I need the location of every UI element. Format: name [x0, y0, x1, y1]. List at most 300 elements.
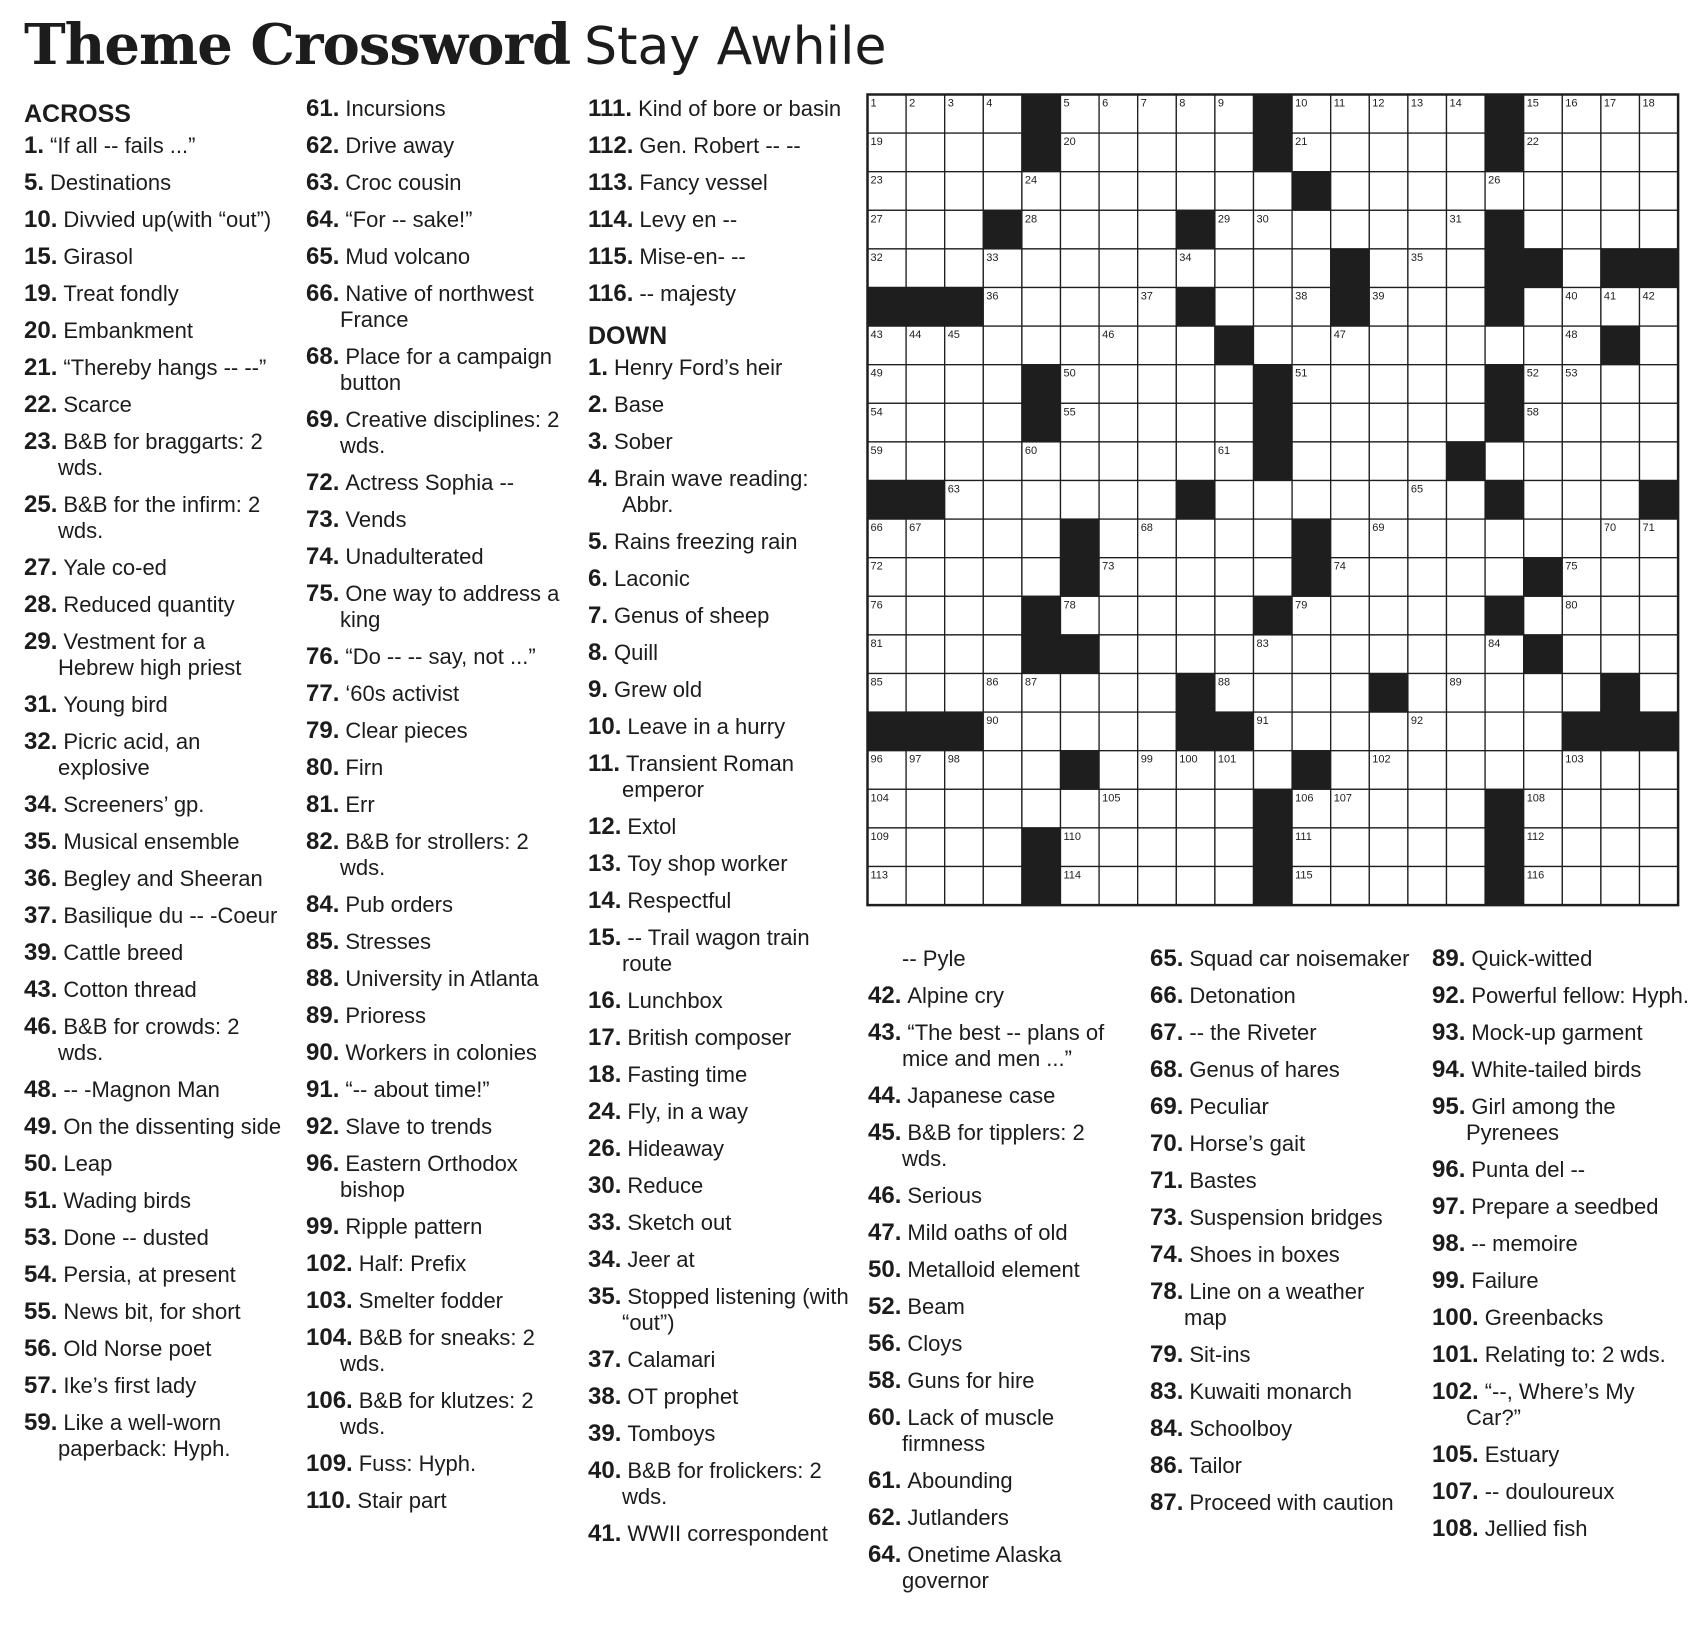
grid-cell[interactable]: [1215, 249, 1254, 288]
grid-cell[interactable]: [1447, 751, 1486, 790]
grid-cell[interactable]: [983, 828, 1022, 867]
grid-cell[interactable]: [1061, 712, 1100, 751]
grid-cell[interactable]: [1640, 751, 1679, 790]
grid-cell[interactable]: [1331, 635, 1370, 674]
grid-cell[interactable]: [1292, 442, 1331, 481]
grid-cell[interactable]: [1331, 481, 1370, 520]
grid-cell[interactable]: [1524, 712, 1563, 751]
grid-cell[interactable]: [1485, 712, 1524, 751]
grid-cell[interactable]: [1369, 596, 1408, 635]
grid-cell[interactable]: [1640, 789, 1679, 828]
grid-cell[interactable]: [1447, 326, 1486, 365]
grid-cell[interactable]: [1099, 172, 1138, 211]
grid-cell[interactable]: [1369, 133, 1408, 172]
grid-cell[interactable]: [1524, 288, 1563, 327]
grid-cell[interactable]: [1408, 751, 1447, 790]
grid-cell[interactable]: [1215, 172, 1254, 211]
grid-cell[interactable]: [1447, 403, 1486, 442]
clue-number: 64.: [868, 1541, 902, 1568]
grid-cell[interactable]: [1447, 172, 1486, 211]
grid-cell[interactable]: [1369, 172, 1408, 211]
grid-cell[interactable]: [1254, 288, 1293, 327]
grid-cell[interactable]: [1022, 249, 1061, 288]
grid-cell[interactable]: [1138, 133, 1177, 172]
grid-cell[interactable]: [1138, 210, 1177, 249]
grid-cell[interactable]: [1485, 442, 1524, 481]
cell-number: 85: [870, 676, 883, 689]
grid-cell[interactable]: [1331, 442, 1370, 481]
grid-cell[interactable]: [1292, 210, 1331, 249]
clue-text: Vestment for a Hebrew high priest: [58, 629, 242, 680]
grid-cell[interactable]: [945, 828, 984, 867]
grid-cell[interactable]: [1485, 751, 1524, 790]
grid-cell[interactable]: [1254, 481, 1293, 520]
grid-cell[interactable]: [983, 519, 1022, 558]
grid-cell[interactable]: [906, 172, 945, 211]
grid-cell[interactable]: [1331, 403, 1370, 442]
grid-cell[interactable]: [1215, 133, 1254, 172]
grid-cell[interactable]: [1176, 326, 1215, 365]
grid-cell[interactable]: [906, 249, 945, 288]
grid-cell[interactable]: [1099, 133, 1138, 172]
clue-number: 80.: [306, 754, 340, 781]
grid-cell[interactable]: [945, 519, 984, 558]
grid-cell[interactable]: [1369, 558, 1408, 597]
grid-cell[interactable]: [1138, 828, 1177, 867]
grid-cell[interactable]: [1254, 674, 1293, 713]
grid-cell[interactable]: [1254, 326, 1293, 365]
cell-number: 37: [1140, 290, 1153, 303]
grid-cell[interactable]: [1138, 867, 1177, 906]
grid-cell[interactable]: [983, 481, 1022, 520]
grid-cell[interactable]: [1331, 828, 1370, 867]
grid-cell[interactable]: [1485, 519, 1524, 558]
clue: [588, 392, 850, 418]
grid-cell[interactable]: [1138, 403, 1177, 442]
grid-cell[interactable]: [1408, 326, 1447, 365]
grid-cell[interactable]: [1408, 828, 1447, 867]
grid-cell[interactable]: [1061, 326, 1100, 365]
grid-cell[interactable]: [1562, 133, 1601, 172]
grid-cell[interactable]: [1601, 442, 1640, 481]
clue: [1150, 1416, 1412, 1442]
grid-cell[interactable]: [1099, 867, 1138, 906]
grid-cell[interactable]: [1601, 210, 1640, 249]
grid-cell[interactable]: [1369, 481, 1408, 520]
grid-cell[interactable]: [1369, 326, 1408, 365]
grid-cell[interactable]: [1640, 867, 1679, 906]
grid-cell[interactable]: [1562, 789, 1601, 828]
grid-cell[interactable]: [1601, 751, 1640, 790]
grid-cell[interactable]: [1138, 558, 1177, 597]
grid-cell[interactable]: [1562, 481, 1601, 520]
grid-cell[interactable]: [1562, 172, 1601, 211]
grid-cell[interactable]: [1022, 288, 1061, 327]
grid-cell[interactable]: [1601, 365, 1640, 404]
grid-cell[interactable]: [1331, 519, 1370, 558]
grid-cell[interactable]: [1408, 789, 1447, 828]
grid-cell[interactable]: [1601, 481, 1640, 520]
grid-cell[interactable]: [1447, 596, 1486, 635]
grid-cell[interactable]: [1138, 596, 1177, 635]
black-square: [1254, 442, 1293, 481]
grid-cell[interactable]: [1408, 133, 1447, 172]
grid-cell[interactable]: [1524, 751, 1563, 790]
clue-number: 41.: [588, 1520, 622, 1547]
grid-cell[interactable]: [1447, 789, 1486, 828]
grid-cell[interactable]: [1601, 867, 1640, 906]
grid-cell[interactable]: [1447, 133, 1486, 172]
grid-cell[interactable]: [1099, 481, 1138, 520]
grid-cell[interactable]: [1408, 210, 1447, 249]
grid-cell[interactable]: [1601, 635, 1640, 674]
grid-cell[interactable]: [983, 751, 1022, 790]
grid-cell[interactable]: [945, 249, 984, 288]
grid-cell[interactable]: [1640, 442, 1679, 481]
grid-cell[interactable]: [945, 133, 984, 172]
grid-cell[interactable]: [1022, 712, 1061, 751]
grid-cell[interactable]: [1099, 828, 1138, 867]
grid-cell[interactable]: [1292, 481, 1331, 520]
grid-cell[interactable]: [1524, 210, 1563, 249]
grid-cell[interactable]: [1640, 558, 1679, 597]
grid-cell[interactable]: [1447, 249, 1486, 288]
cell-number: 24: [1024, 174, 1038, 187]
grid-cell[interactable]: [906, 133, 945, 172]
grid-cell[interactable]: [1408, 403, 1447, 442]
grid-cell[interactable]: [1524, 596, 1563, 635]
grid-cell[interactable]: [1254, 249, 1293, 288]
grid-cell[interactable]: [1562, 635, 1601, 674]
section-heading: DOWN: [588, 322, 668, 350]
grid-cell[interactable]: [1447, 519, 1486, 558]
grid-cell[interactable]: [1176, 519, 1215, 558]
cell-number: 86: [986, 676, 999, 689]
grid-cell[interactable]: [1331, 172, 1370, 211]
grid-cell[interactable]: [1485, 674, 1524, 713]
grid-cell[interactable]: [1601, 558, 1640, 597]
grid-cell[interactable]: [1408, 365, 1447, 404]
grid-cell[interactable]: [1138, 172, 1177, 211]
grid-cell[interactable]: [983, 403, 1022, 442]
grid-cell[interactable]: [1408, 288, 1447, 327]
grid-cell[interactable]: [1061, 288, 1100, 327]
grid-cell[interactable]: [906, 674, 945, 713]
grid-cell[interactable]: [1176, 133, 1215, 172]
grid-cell[interactable]: [1640, 365, 1679, 404]
grid-cell[interactable]: [906, 635, 945, 674]
grid-cell[interactable]: [906, 210, 945, 249]
grid-cell[interactable]: [945, 210, 984, 249]
grid-cell[interactable]: [983, 326, 1022, 365]
grid-cell[interactable]: [945, 635, 984, 674]
grid-cell[interactable]: [1176, 635, 1215, 674]
grid-cell[interactable]: [1215, 481, 1254, 520]
cell-number: 101: [1217, 753, 1237, 766]
grid-cell[interactable]: [1176, 403, 1215, 442]
grid-cell[interactable]: [1524, 674, 1563, 713]
grid-cell[interactable]: [1061, 172, 1100, 211]
grid-cell[interactable]: [1138, 635, 1177, 674]
cell-number: 81: [870, 637, 883, 650]
grid-cell[interactable]: [1640, 210, 1679, 249]
grid-cell[interactable]: [1447, 558, 1486, 597]
grid-cell[interactable]: [945, 172, 984, 211]
grid-cell[interactable]: [906, 365, 945, 404]
grid-cell[interactable]: [1215, 558, 1254, 597]
grid-cell[interactable]: [1447, 481, 1486, 520]
grid-cell[interactable]: [906, 442, 945, 481]
grid-cell[interactable]: [1254, 751, 1293, 790]
grid-cell[interactable]: [1562, 442, 1601, 481]
grid-cell[interactable]: [1215, 365, 1254, 404]
grid-cell[interactable]: [1369, 712, 1408, 751]
grid-cell[interactable]: [1640, 326, 1679, 365]
cell-number: 1: [870, 97, 877, 110]
grid-cell[interactable]: [1099, 442, 1138, 481]
grid-cell[interactable]: [945, 365, 984, 404]
grid-cell[interactable]: [945, 596, 984, 635]
grid-cell[interactable]: [906, 596, 945, 635]
clue-text: Reduce: [627, 1173, 704, 1198]
grid-cell[interactable]: [1369, 403, 1408, 442]
grid-cell[interactable]: [1562, 249, 1601, 288]
grid-cell[interactable]: [983, 365, 1022, 404]
grid-cell[interactable]: [1061, 789, 1100, 828]
grid-cell[interactable]: [1176, 442, 1215, 481]
clue: [24, 1262, 286, 1288]
grid-cell[interactable]: [1292, 326, 1331, 365]
grid-cell[interactable]: [1447, 635, 1486, 674]
grid-cell[interactable]: [945, 674, 984, 713]
grid-cell[interactable]: [1138, 365, 1177, 404]
clue: [1150, 1057, 1412, 1083]
grid-cell[interactable]: [1176, 867, 1215, 906]
grid-cell[interactable]: [1524, 442, 1563, 481]
grid-cell[interactable]: [1254, 519, 1293, 558]
grid-cell[interactable]: [1138, 789, 1177, 828]
grid-cell[interactable]: [1138, 442, 1177, 481]
grid-cell[interactable]: [1369, 828, 1408, 867]
grid-cell[interactable]: [1369, 365, 1408, 404]
grid-cell[interactable]: [1640, 674, 1679, 713]
grid-cell[interactable]: [1408, 442, 1447, 481]
cell-number: 51: [1295, 367, 1308, 380]
grid-cell[interactable]: [1331, 133, 1370, 172]
grid-cell[interactable]: [1601, 403, 1640, 442]
grid-cell[interactable]: [1099, 519, 1138, 558]
grid-cell[interactable]: [1562, 403, 1601, 442]
grid-cell[interactable]: [1176, 789, 1215, 828]
grid-cell[interactable]: [1524, 326, 1563, 365]
grid-cell[interactable]: [983, 133, 1022, 172]
grid-cell[interactable]: [1022, 481, 1061, 520]
black-square: [868, 481, 907, 520]
grid-cell[interactable]: [1562, 674, 1601, 713]
grid-cell[interactable]: [1138, 326, 1177, 365]
grid-cell[interactable]: [906, 403, 945, 442]
clue-number: 37.: [24, 902, 58, 929]
clue-number: 99.: [306, 1213, 340, 1240]
grid-cell[interactable]: [1640, 172, 1679, 211]
grid-cell[interactable]: [1099, 596, 1138, 635]
grid-cell[interactable]: [1176, 172, 1215, 211]
grid-cell[interactable]: [1099, 712, 1138, 751]
grid-cell[interactable]: [983, 442, 1022, 481]
grid-cell[interactable]: [1331, 596, 1370, 635]
grid-cell[interactable]: [945, 867, 984, 906]
grid-cell[interactable]: [1061, 674, 1100, 713]
grid-cell[interactable]: [1138, 712, 1177, 751]
grid-cell[interactable]: [1601, 828, 1640, 867]
clue-number: 103.: [306, 1287, 353, 1314]
grid-cell[interactable]: [1215, 867, 1254, 906]
clue: [24, 977, 286, 1003]
grid-cell[interactable]: [983, 789, 1022, 828]
grid-cell[interactable]: [1061, 442, 1100, 481]
grid-cell[interactable]: [1524, 519, 1563, 558]
grid-cell[interactable]: [983, 596, 1022, 635]
grid-cell[interactable]: [1022, 519, 1061, 558]
grid-cell[interactable]: [1447, 867, 1486, 906]
grid-cell[interactable]: [1292, 635, 1331, 674]
grid-cell[interactable]: [1485, 326, 1524, 365]
grid-cell[interactable]: [1601, 596, 1640, 635]
grid-cell[interactable]: [983, 558, 1022, 597]
grid-cell[interactable]: [1061, 481, 1100, 520]
grid-cell[interactable]: [1640, 635, 1679, 674]
grid-cell[interactable]: [1640, 596, 1679, 635]
grid-cell[interactable]: [945, 558, 984, 597]
grid-cell[interactable]: [1369, 442, 1408, 481]
grid-cell[interactable]: [1562, 828, 1601, 867]
grid-cell[interactable]: [1022, 789, 1061, 828]
grid-cell[interactable]: [1408, 558, 1447, 597]
grid-cell[interactable]: [1562, 867, 1601, 906]
grid-cell[interactable]: [1369, 789, 1408, 828]
grid-cell[interactable]: [1331, 867, 1370, 906]
grid-cell[interactable]: [1215, 596, 1254, 635]
grid-cell[interactable]: [983, 867, 1022, 906]
grid-cell[interactable]: [1061, 249, 1100, 288]
grid-cell[interactable]: [1099, 751, 1138, 790]
grid-cell[interactable]: [1022, 326, 1061, 365]
grid-cell[interactable]: [906, 828, 945, 867]
grid-cell[interactable]: [906, 789, 945, 828]
grid-cell[interactable]: [1215, 288, 1254, 327]
grid-cell[interactable]: [1099, 249, 1138, 288]
grid-cell[interactable]: [1176, 828, 1215, 867]
grid-cell[interactable]: [945, 403, 984, 442]
grid-cell[interactable]: [1138, 249, 1177, 288]
clue-text: Treat fondly: [63, 281, 179, 306]
grid-cell[interactable]: [1099, 635, 1138, 674]
grid-cell[interactable]: [1408, 596, 1447, 635]
grid-cell[interactable]: [1524, 172, 1563, 211]
grid-cell[interactable]: [1099, 674, 1138, 713]
grid-cell[interactable]: [1369, 635, 1408, 674]
grid-cell[interactable]: [1022, 751, 1061, 790]
clue-text: “Thereby hangs -- --”: [63, 355, 267, 380]
grid-cell[interactable]: [1369, 210, 1408, 249]
grid-cell[interactable]: [1331, 712, 1370, 751]
grid-cell[interactable]: [1408, 519, 1447, 558]
clue-number: 108.: [1432, 1515, 1479, 1542]
grid-cell[interactable]: [983, 635, 1022, 674]
grid-cell[interactable]: [1292, 712, 1331, 751]
cell-number: 3: [947, 97, 954, 110]
grid-cell[interactable]: [1447, 288, 1486, 327]
clue-number: 7.: [588, 602, 609, 629]
grid-cell[interactable]: [1601, 133, 1640, 172]
grid-cell[interactable]: [1138, 481, 1177, 520]
grid-cell[interactable]: [983, 172, 1022, 211]
grid-cell[interactable]: [945, 789, 984, 828]
grid-cell[interactable]: [1099, 365, 1138, 404]
grid-cell[interactable]: [1524, 481, 1563, 520]
grid-cell[interactable]: [1562, 210, 1601, 249]
clue-number: 75.: [306, 580, 340, 607]
grid-cell[interactable]: [1640, 828, 1679, 867]
grid-cell[interactable]: [1292, 249, 1331, 288]
grid-cell[interactable]: [1254, 558, 1293, 597]
grid-cell[interactable]: [1061, 210, 1100, 249]
grid-cell[interactable]: [1292, 403, 1331, 442]
grid-cell[interactable]: [1601, 172, 1640, 211]
grid-cell[interactable]: [1138, 674, 1177, 713]
grid-cell[interactable]: [1331, 365, 1370, 404]
grid-cell[interactable]: [1254, 172, 1293, 211]
grid-cell[interactable]: [1369, 867, 1408, 906]
grid-cell[interactable]: [1215, 635, 1254, 674]
grid-cell[interactable]: [1331, 210, 1370, 249]
grid-cell[interactable]: [1099, 210, 1138, 249]
grid-cell[interactable]: [1408, 172, 1447, 211]
grid-cell[interactable]: [1562, 519, 1601, 558]
grid-cell[interactable]: [1408, 674, 1447, 713]
grid-cell[interactable]: [1215, 789, 1254, 828]
clue-text: Squad car noisemaker: [1189, 946, 1410, 971]
grid-cell[interactable]: [945, 442, 984, 481]
grid-cell[interactable]: [1447, 828, 1486, 867]
grid-cell[interactable]: [1331, 751, 1370, 790]
grid-cell[interactable]: [906, 558, 945, 597]
grid-cell[interactable]: [1640, 403, 1679, 442]
grid-cell[interactable]: [1099, 288, 1138, 327]
grid-cell[interactable]: [1331, 674, 1370, 713]
grid-cell[interactable]: [1215, 828, 1254, 867]
grid-cell[interactable]: [1176, 596, 1215, 635]
grid-cell[interactable]: [1176, 365, 1215, 404]
grid-cell[interactable]: [1640, 133, 1679, 172]
grid-cell[interactable]: [1485, 558, 1524, 597]
grid-cell[interactable]: [1215, 519, 1254, 558]
grid-cell[interactable]: [1369, 249, 1408, 288]
grid-cell[interactable]: [1022, 558, 1061, 597]
grid-cell[interactable]: [906, 867, 945, 906]
grid-cell[interactable]: [1215, 403, 1254, 442]
clue: [588, 1347, 850, 1373]
grid-cell[interactable]: [1099, 403, 1138, 442]
grid-cell[interactable]: [1601, 789, 1640, 828]
grid-cell[interactable]: [1292, 674, 1331, 713]
grid-cell[interactable]: [1447, 712, 1486, 751]
grid-cell[interactable]: [1176, 558, 1215, 597]
grid-cell[interactable]: [1447, 365, 1486, 404]
grid-cell[interactable]: [1408, 635, 1447, 674]
clue-text: Lunchbox: [627, 988, 723, 1013]
grid-cell[interactable]: [1408, 867, 1447, 906]
